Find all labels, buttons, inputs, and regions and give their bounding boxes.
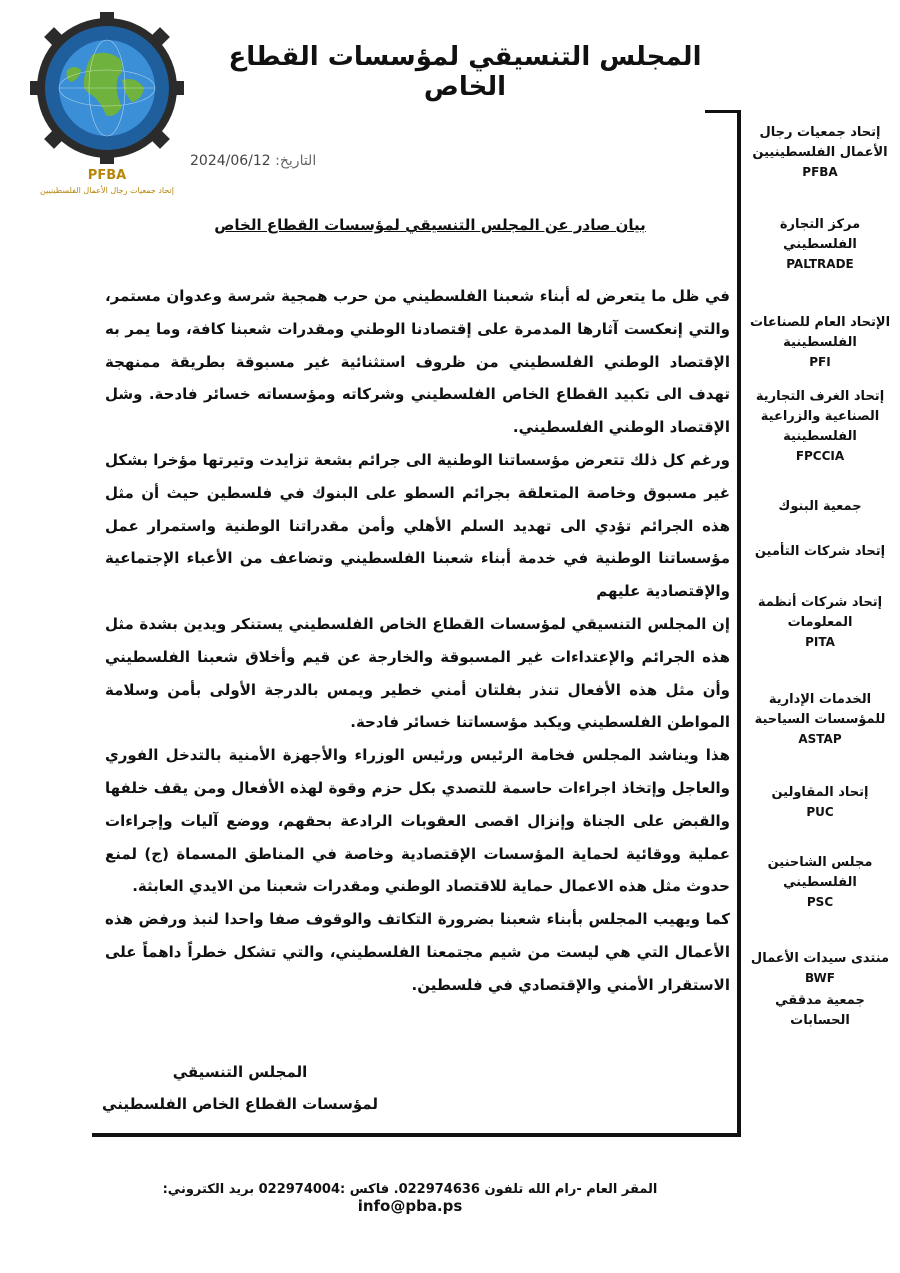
logo-abbreviation: PFBA bbox=[87, 168, 127, 183]
member-abbr: FPCCIA bbox=[795, 449, 845, 463]
statement-heading: بيان صادر عن المجلس التنسيقي لمؤسسات القطاع الخاص bbox=[214, 216, 646, 234]
footer-contact bbox=[130, 1182, 690, 1215]
member-abbr: PITA bbox=[805, 635, 835, 649]
member-item bbox=[745, 991, 895, 1031]
member-name: مجلس الشاحنين الفلسطيني bbox=[767, 855, 873, 890]
paragraph: إن المجلس التنسيقي لمؤسسات القطاع الخاص الفلسطيني يستنكر ويدين بشدة مثل هذه الجرائم والإعتداءات غير المسبوقة والخارجة عن قيم وأخلاق شعبنا الفلسطيني وأن مثل هذه الأفعال تنذر بفلتان أمني خطير ويمس بالدرجة الأولى بأمن وسلامة المواطن الفلسطيني ويكبد مؤسساتنا خسائر فادحة. bbox=[105, 614, 730, 732]
member-name: منتدى سيدات الأعمال bbox=[750, 951, 890, 966]
globe-gear-emblem bbox=[22, 10, 192, 170]
paragraph: هذا ويناشد المجلس فخامة الرئيس ورئيس الوزراء والأجهزة الأمنية بالتدخل الفوري والعاجل وإتخاذ اجراءات حاسمة للتصدي بكل حزم وقوة لهذه الأفعال ومن يقف خلفها والقبض على الجناة وإنزال اقصى العقوبات الرادعة بحقهم، ووضع آليات وإجراءات عملية ووقائية لحماية المؤسسات الإقتصادية وخاصة في المناطق المسماة (ج) لمنع حدوث مثل هذه الاعمال حماية للاقتصاد الوطني ومقدرات شعبنا من الايدي العابثة. bbox=[105, 746, 730, 896]
member-name: جمعية البنوك bbox=[778, 499, 862, 514]
paragraph: في ظل ما يتعرض له أبناء شعبنا الفلسطيني من حرب همجية شرسة وعدوان مستمر، والتي إنعكست آثارها المدمرة على إقتصادنا الوطني ومقدرات شعبنا كافة، وما يمر به الإقتصاد الوطني الفلسطيني من ظروف استثنائية غير مسبوقة بطريقة ممنهجة تهدف الى تكبيد القطاع الخاص الفلسطيني وشركاته ومؤسساته خسائر فادحة. وشل الإقتصاد الوطني الفلسطيني. bbox=[105, 287, 730, 437]
date-label: التاريخ: bbox=[275, 153, 317, 169]
signature-line: لمؤسسات القطاع الخاص الفلسطيني bbox=[102, 1095, 378, 1113]
member-abbr: ASTAP bbox=[798, 732, 842, 746]
document-date bbox=[190, 153, 316, 169]
page-title: المجلس التنسيقي لمؤسسات القطاع الخاص bbox=[228, 42, 702, 102]
member-name: إتحاد شركات التأمين bbox=[754, 544, 886, 559]
member-name: الإتحاد العام للصناعات الفلسطينية bbox=[749, 315, 891, 350]
member-item bbox=[745, 690, 895, 748]
member-item bbox=[745, 542, 895, 562]
member-name: إتحاد شركات أنظمة المعلومات bbox=[757, 595, 883, 630]
member-item bbox=[745, 123, 895, 181]
member-item bbox=[745, 313, 895, 371]
paragraph: ورغم كل ذلك تتعرض مؤسساتنا الوطنية الى جرائم بشعة تزايدت وتيرتها مؤخرا بشكل غير مسبوق وخاصة المتعلقة بجرائم السطو على البنوك في فلسطين حيث أن مثل هذه الجرائم تؤدي الى تهديد السلم الأهلي وأمن مقدراتنا الوطنية واستمرار عمل مؤسساتنا الوطنية في خدمة أبناء شعبنا الفلسطيني وتضاعف من الأعباء الإجتماعية والإقتصادية عليهم bbox=[105, 450, 730, 601]
member-name: إتحاد جمعيات رجال الأعمال الفلسطينيين bbox=[752, 125, 888, 160]
member-name: مركز التجارة الفلسطيني bbox=[779, 217, 861, 252]
footer-address: المقر العام -رام الله تلفون 022974636. فاكس :022974004 بريد الكتروني: bbox=[162, 1182, 658, 1197]
paragraph: كما ويهيب المجلس بأبناء شعبنا بضرورة التكاتف والوقوف صفا واحدا لنبذ ورفض هذه الأعمال التي هي ليست من شيم مجتمعنا الفلسطيني، والتي تشكل خطراً داهماً على الاستقرار الأمني والإقتصادي في فلسطين. bbox=[105, 910, 730, 994]
member-name: إتحاد الغرف التجارية الصناعية والزراعية الفلسطينية bbox=[755, 389, 885, 444]
footer-email: info@pba.ps bbox=[357, 1197, 463, 1215]
member-item bbox=[745, 949, 895, 987]
logo-arabic-name: إتحاد جمعيات رجال الأعمال الفلسطينيين bbox=[40, 186, 174, 195]
statement-body bbox=[105, 280, 730, 1002]
member-item bbox=[745, 497, 895, 517]
member-item bbox=[745, 593, 895, 651]
frame-top-divider bbox=[705, 110, 741, 113]
member-abbr: PUC bbox=[806, 805, 834, 819]
member-item bbox=[745, 783, 895, 821]
signature-line: المجلس التنسيقي bbox=[172, 1063, 308, 1081]
member-abbr: PSC bbox=[806, 895, 834, 909]
member-abbr: PFBA bbox=[802, 165, 838, 179]
signature-block bbox=[100, 1056, 380, 1120]
frame-bottom-divider bbox=[92, 1133, 741, 1137]
member-abbr: BWF bbox=[805, 971, 835, 985]
member-name: جمعية مدققي الحسابات bbox=[775, 993, 865, 1028]
pfba-logo bbox=[22, 10, 192, 200]
member-item bbox=[745, 853, 895, 911]
member-item bbox=[745, 387, 895, 465]
member-abbr: PALTRADE bbox=[786, 257, 854, 271]
member-name: الخدمات الإدارية للمؤسسات السياحية bbox=[754, 692, 886, 727]
member-abbr: PFI bbox=[809, 355, 831, 369]
member-name: إتحاد المقاولين bbox=[771, 785, 869, 800]
member-item bbox=[745, 215, 895, 273]
sidebar-divider bbox=[737, 110, 741, 1137]
date-value: 2024/06/12 bbox=[190, 153, 271, 169]
